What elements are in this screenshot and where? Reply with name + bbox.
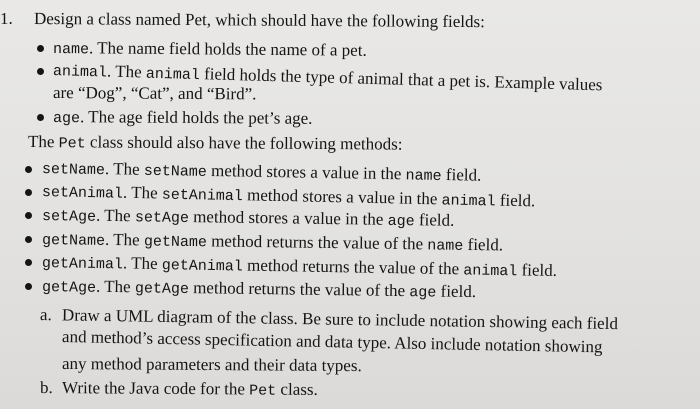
field-name-item: name. The name field holds the name of a pet. (52, 38, 367, 60)
bullet (25, 166, 32, 173)
part-b-line: b. Write the Java code for the Pet class. (39, 378, 318, 400)
bullet (37, 114, 44, 121)
field-animal-continuation: are “Dog”, “Cat”, and “Bird”. (52, 83, 257, 104)
part-a-line-3: any method parameters and their data types. (61, 354, 362, 376)
part-a-line-2: and method’s access specification and data type. Also include notation showing (61, 327, 603, 357)
method-getanimal-item: getAnimal. The getAnimal method returns the value of the animal field. (41, 253, 558, 281)
bullet (25, 189, 32, 196)
bullet (25, 212, 32, 219)
method-getname-item: getName. The getName method returns the value of the name field. (41, 229, 504, 255)
field-animal-item: animal. The animal field holds the type of animal that a pet is. Example values (52, 61, 603, 95)
field-age-item: age. The age field holds the pet’s age. (52, 107, 313, 128)
bullet (25, 283, 32, 290)
method-setanimal-item: setAnimal. The setAnimal method stores a value in the animal field. (41, 182, 536, 211)
method-getage-item: getAge. The getAge method returns the value of the age field. (41, 276, 477, 302)
methods-intro: The Pet class should also have the following methods: (27, 132, 403, 154)
question-number: 1. (0, 9, 13, 28)
method-setage-item: setAge. The setAge method stores a value in the age field. (41, 205, 455, 231)
bullet (25, 236, 32, 243)
bullet (25, 259, 32, 266)
bullet (37, 68, 44, 75)
method-setname-item: setName. The setName method stores a value in the name field. (41, 159, 482, 185)
part-a-line-1: a. Draw a UML diagram of the class. Be sure to include notation showing each field (39, 305, 619, 334)
question-intro: Design a class named Pet, which should have the following fields: (33, 9, 485, 32)
bullet (37, 45, 44, 52)
